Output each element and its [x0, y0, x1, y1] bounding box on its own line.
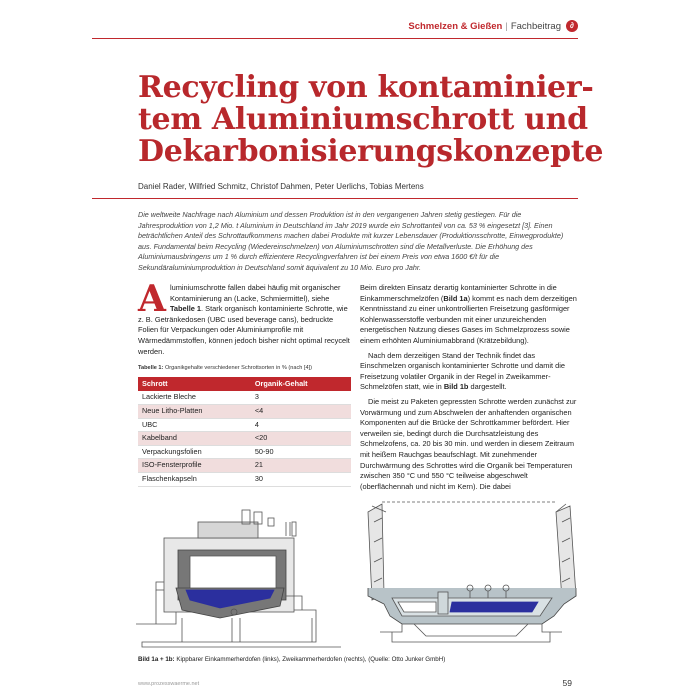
drop-cap: A	[138, 278, 166, 320]
table-row: Flaschenkapseln 30	[138, 472, 351, 486]
figure-reference: Bild 1a	[443, 293, 468, 303]
table-row: Neue Litho-Platten <4	[138, 404, 351, 418]
author-list: Daniel Rader, Wilfried Schmitz, Christof Dahmen, Peter Uerlichs, Tobias Mertens	[138, 182, 424, 191]
header-separator: |	[505, 20, 508, 32]
body-paragraph: Die meist zu Paketen gepressten Schrotte werden zunächst zur Vorwärmung und zum Abschwelen der anhaftenden organischen Komponenten auf die Brücke der Schrottkammer befördert. Hier verweilen sie, bedingt durch die Durchsatzleistung des Schmelzofens, ca. 20 bis 30 min. und werden in diesem Zeitraum mit heißem Rauchgas beaufschlagt. Mit zunehmender Durchwärmung des Schrottes wird die Organik bei Temperaturen zwischen 350 °C und 550 °C teilweise abgeschwelt (oberflächennah und nicht im Kern). Die dabei	[360, 396, 577, 491]
table-row: UBC 4	[138, 418, 351, 432]
table-reference: Tabelle 1	[169, 304, 202, 314]
twin-chamber-furnace-drawing	[368, 502, 576, 642]
table-row: Kabelband <20	[138, 432, 351, 446]
column-header: Schrott	[138, 377, 251, 392]
intro-paragraph: Aluminiumschrotte fallen dabei häufig mit organischer Kontaminierung an (Lacke, Schmiermittel), siehe Tabelle 1. Stark organisch kontaminierte Schrotte, wie z. B. Getränkedosen (UBC used beverage cans), bedruckte Folien für Verpackungen oder Aluminiumprofile mit Wärmedämmstoffen, können jedoch bisher nicht optimal recycelt werden.	[138, 278, 350, 356]
text-column-left	[138, 278, 351, 487]
flame-logo-icon: ∂	[566, 20, 578, 32]
article-title	[138, 70, 604, 169]
page-number: 59	[562, 678, 572, 688]
page-header	[408, 20, 578, 32]
table-row: Lackierte Bleche 3	[138, 391, 351, 404]
table-row: ISO-Fensterprofile 21	[138, 459, 351, 473]
section-label: Schmelzen & Gießen	[408, 20, 503, 32]
figure-caption: Bild 1a + 1b: Kippbarer Einkammerherdofen (links), Zweikammerherdofen (rechts), (Quelle: Otto Junker GmbH)	[138, 656, 446, 663]
table-caption: Tabelle 1: Organikgehalte verschiedener Schrottsorten in % (nach [4])	[138, 365, 313, 372]
organic-content-table	[138, 377, 351, 487]
body-paragraph: Nach dem derzeitigen Stand der Technik findet das Einschmelzen organisch kontaminierter Schrotte und damit die Freisetzung volatiler Organik in der Regel in Zweikammer-Schmelzöfen statt, wie in Bild 1b dargestellt.	[360, 350, 565, 392]
figure-reference: Bild 1b	[443, 382, 469, 392]
footer-url: www.prozesswaerme.net	[138, 681, 200, 687]
column-header: Organik-Gehalt	[251, 377, 351, 392]
title-line: Dekarbonisierungskonzepte	[138, 134, 604, 169]
lead-paragraph: Die weltweite Nachfrage nach Aluminium und dessen Produktion ist in den vergangenen Jahren stetig gestiegen. Für die Jahresproduktion von 1,2 Mio. t Aluminium in Deutschland im Jahr 2019 wurde ein Schrottanteil von ca. 53 % eingesetzt [3]. Einen beträchtlichen Anteil des Schrottaufkommens machen dabei Produkte mit kurzer Lebensdauer (Produktionsschrotte, Einwegprodukte) aus. Fundamental beim Recycling (Wiedereinschmelzen) von Aluminiumschrotten sind die Metallverluste. Die Erhöhung des Aluminiumausbringens um 1 % durch effizientere Recyclingverfahren ist bei einem Preis von etwa 1600 €/t für die Sekundäraluminiumproduktion in Deutschland somit äquivalent zu 10 Mio. Euro pro Jahr.	[138, 210, 564, 272]
title-rule	[92, 198, 578, 199]
title-line: Recycling von kontaminier-	[138, 70, 594, 105]
furnace-drawings	[136, 492, 581, 650]
body-paragraph: Beim direkten Einsatz derartig kontaminierter Schrotte in die Einkammerschmelzöfen (Bild 1a) kommt es nach dem derzeitigen Kenntnisstand zu einer unkontrollierten Freisetzung gasförmiger Kohlenwasserstoffe verbunden mit einer unzureichenden energetischen Nutzung dieses Gases im Schmelzprozess sowie einem erhöhten Aluminiumabbrand (Krätzebildung).	[360, 283, 577, 345]
header-rule	[92, 38, 578, 39]
table-row: Verpackungsfolien 50-90	[138, 445, 351, 459]
article-type-label: Fachbeitrag	[510, 20, 561, 32]
text-column-right	[360, 283, 578, 496]
article-page	[92, 0, 604, 700]
single-chamber-furnace-drawing	[136, 510, 341, 647]
title-line: tem Aluminiumschrott und	[138, 102, 588, 137]
